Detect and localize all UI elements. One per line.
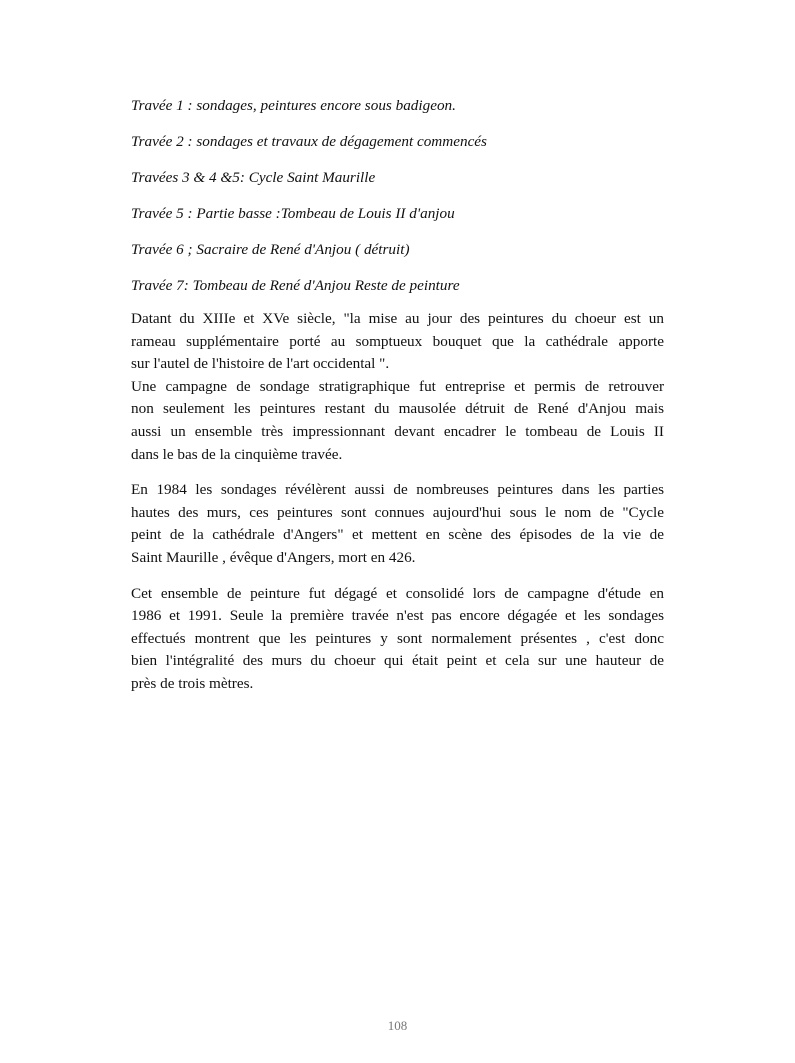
text-line: bien l'intégralité des murs du choeur qui était peint et cela sur une hauteur de xyxy=(131,652,664,670)
bay-item: Travée 7: Tombeau de René d'Anjou Reste de peinture xyxy=(131,277,460,294)
paragraph-history xyxy=(131,308,664,466)
bay-item: Travée 5 : Partie basse :Tombeau de Louis II d'anjou xyxy=(131,205,455,222)
text-line: hautes des murs, ces peintures sont connues aujourd'hui sous le nom de "Cycle xyxy=(131,503,664,521)
text-line: Une campagne de sondage stratigraphique fut entreprise et permis de retrouver xyxy=(131,377,664,395)
text-line: près de trois mètres. xyxy=(131,674,254,692)
text-line: Saint Maurille , évêque d'Angers, mort en 426. xyxy=(131,548,416,566)
bay-list xyxy=(131,96,664,296)
paragraph-restoration xyxy=(131,583,664,696)
text-line: peint de la cathédrale d'Angers" et mettent en scène des épisodes de la vie de xyxy=(131,526,664,544)
text-line: Datant du XIIIe et XVe siècle, "la mise au jour des peintures du choeur est un xyxy=(131,310,664,327)
text-line: Cet ensemble de peinture fut dégagé et consolidé lors de campagne d'étude en xyxy=(131,584,664,602)
text-line: effectués montrent que les peintures y sont normalement présentes , c'est donc xyxy=(131,629,664,647)
bay-item: Travées 3 & 4 &5: Cycle Saint Maurille xyxy=(131,169,376,186)
paragraph-discovery xyxy=(131,479,664,569)
text-line: 1986 et 1991. Seule la première travée n'est pas encore dégagée et les sondages xyxy=(131,607,664,625)
text-line: aussi un ensemble très impressionnant devant encadrer le tombeau de Louis II xyxy=(131,422,664,440)
text-line: rameau supplémentaire porté au somptueux bouquet que la cathédrale apporte xyxy=(131,332,664,350)
bay-item: Travée 2 : sondages et travaux de dégagement commencés xyxy=(131,133,487,150)
page-number: 108 xyxy=(387,1018,408,1033)
text-line: En 1984 les sondages révélèrent aussi de nombreuses peintures dans les parties xyxy=(131,481,664,499)
text-line: sur l'autel de l'histoire de l'art occidental ". xyxy=(131,355,390,373)
text-line: non seulement les peintures restant du mausolée détruit de René d'Anjou mais xyxy=(131,400,664,418)
bay-item: Travée 1 : sondages, peintures encore sous badigeon. xyxy=(131,97,456,114)
page-body xyxy=(131,96,664,709)
bay-item: Travée 6 ; Sacraire de René d'Anjou ( détruit) xyxy=(131,241,410,258)
text-line: dans le bas de la cinquième travée. xyxy=(131,445,343,463)
